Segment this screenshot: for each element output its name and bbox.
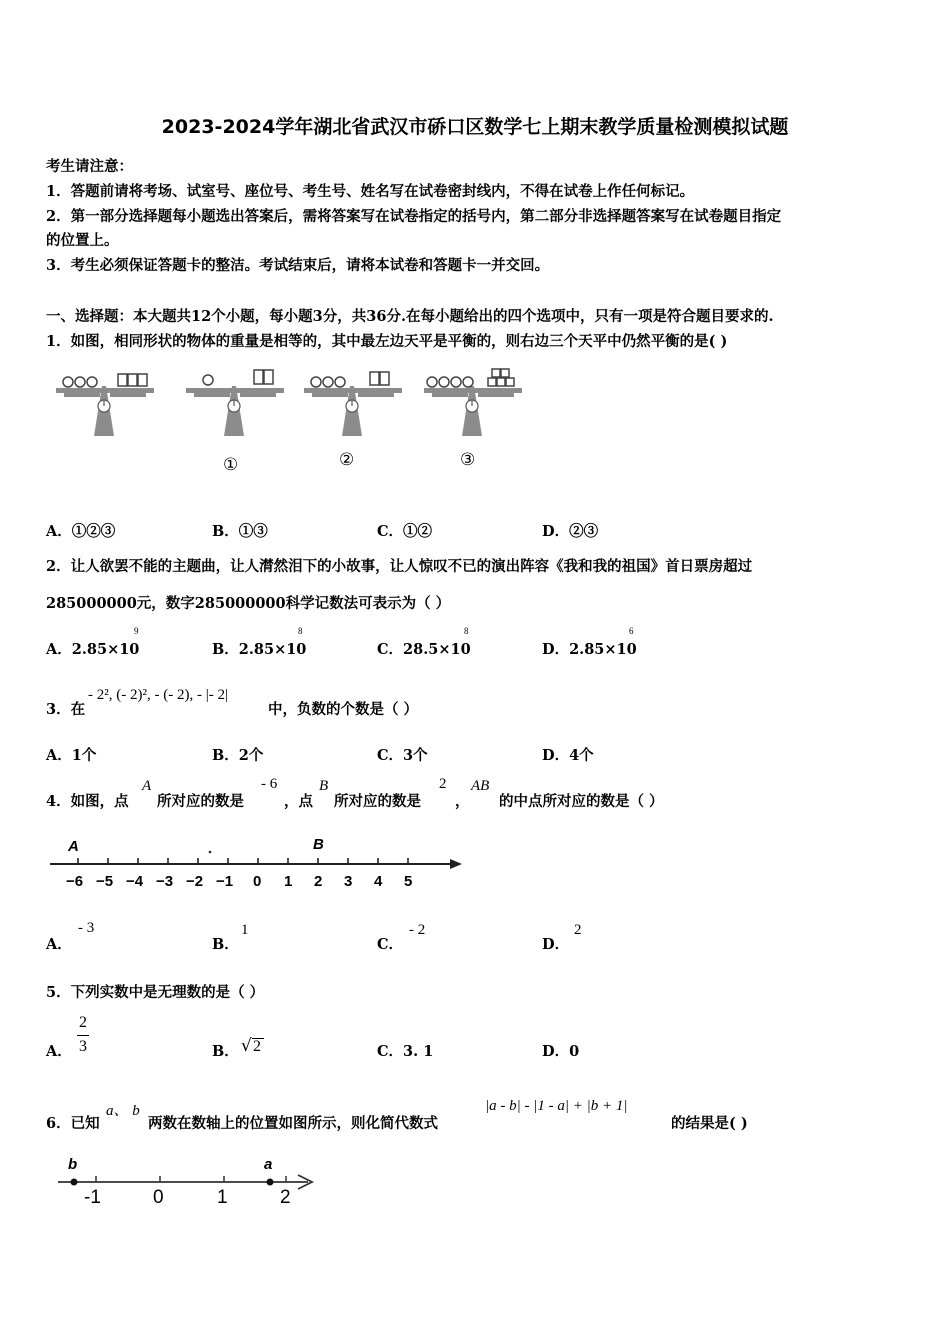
q4-option-d-value: 2 <box>574 922 582 938</box>
q2-option-a[interactable]: A．2.85×10 <box>46 641 140 658</box>
scale-label-1: ① <box>223 455 239 475</box>
balance-scale-3 <box>424 369 522 436</box>
q4-tick-1: 1 <box>284 873 293 890</box>
q3-option-c[interactable]: C．3个 <box>377 747 428 764</box>
q6-tick-2: 2 <box>280 1187 291 1208</box>
q4-option-a[interactable]: A． <box>46 936 72 953</box>
q1-option-d[interactable]: D．②③ <box>542 523 599 540</box>
notice-line-2b: 的位置上。 <box>46 232 119 249</box>
q1-stem: 1．如图，相同形状的物体的重量是相等的，其中最左边天平是平衡的，则右边三个天平中仍然平衡的是( ) <box>46 333 728 350</box>
q2-option-d-exponent: 6 <box>629 626 634 636</box>
balance-scale-left <box>56 374 154 436</box>
notice-heading: 考生请注意： <box>46 158 133 175</box>
q4-tick-5: 5 <box>404 873 413 890</box>
q6-tick-neg1: -1 <box>84 1187 101 1208</box>
q4-text-1: 4．如图，点 <box>46 793 129 810</box>
q4-point-a: A <box>142 778 152 794</box>
q4-option-c-value: - 2 <box>409 922 426 938</box>
q1-option-b[interactable]: B．①③ <box>212 523 268 540</box>
q1-option-c[interactable]: C．①② <box>377 523 433 540</box>
q4-text-6: 的中点所对应的数是（ ） <box>499 793 664 810</box>
q4-value-a: - 6 <box>261 776 278 792</box>
q2-option-d[interactable]: D．2.85×10 <box>542 641 637 658</box>
q4-option-b-value: 1 <box>241 922 249 938</box>
q4-option-d[interactable]: D． <box>542 936 570 953</box>
q6-text-3: 的结果是( ) <box>671 1115 748 1132</box>
q6-axis-label-a: a <box>264 1156 273 1173</box>
q4-tick-neg2: −2 <box>186 873 204 890</box>
q2-stem-b: 285000000元，数字285000000科学记数法可表示为（ ） <box>46 595 451 612</box>
q5-fraction-numerator: 2 <box>79 1014 87 1031</box>
balance-scale-1 <box>186 370 284 436</box>
q2-stem-a: 2．让人欲罢不能的主题曲，让人潸然泪下的小故事，让人惊叹不已的演出阵容《我和我的祖国》首日票房超过 <box>46 558 753 575</box>
q3-prefix: 3．在 <box>46 701 86 718</box>
q3-suffix: 中，负数的个数是（ ） <box>268 701 419 718</box>
q4-axis-label-b: B <box>313 836 324 853</box>
q6-tick-0: 0 <box>153 1187 164 1208</box>
q5-stem: 5．下列实数中是无理数的是（ ） <box>46 984 265 1001</box>
q4-tick-4: 4 <box>374 873 383 890</box>
q4-option-b[interactable]: B． <box>212 936 239 953</box>
q3-option-b[interactable]: B．2个 <box>212 747 264 764</box>
q4-tick-neg5: −5 <box>96 873 114 890</box>
q5-fraction-bar <box>77 1035 89 1036</box>
q4-tick-neg6: −6 <box>66 873 84 890</box>
q3-expression: - 2², (- 2)², - (- 2), - |- 2| <box>88 687 228 703</box>
scale-label-2: ② <box>339 450 355 470</box>
notice-line-2a: 2．第一部分选择题每小题选出答案后，需将答案写在试卷指定的括号内，第二部分非选择题答案写在试卷题目指定 <box>46 208 782 225</box>
q2-option-b[interactable]: B．2.85×10 <box>212 641 307 658</box>
q4-text-4: 所对应的数是 <box>334 793 421 810</box>
q4-tick-neg4: −4 <box>126 873 144 890</box>
q4-option-c[interactable]: C． <box>377 936 404 953</box>
q4-text-5: ， <box>455 793 470 810</box>
sqrt-icon: √ <box>241 1036 252 1056</box>
scale-label-3: ③ <box>460 450 476 470</box>
q3-option-d[interactable]: D．4个 <box>542 747 594 764</box>
q5-fraction-denominator: 3 <box>79 1038 87 1055</box>
q6-variables: a、 b <box>106 1103 140 1119</box>
q2-option-c[interactable]: C．28.5×10 <box>377 641 471 658</box>
q4-segment-ab: AB <box>471 778 490 794</box>
q2-option-c-exponent: 8 <box>464 626 469 636</box>
notice-line-1: 1．答题前请将考场、试室号、座位号、考生号、姓名写在试卷密封线内，不得在试卷上作任何标记。 <box>46 183 695 200</box>
q4-point-b: B <box>319 778 329 794</box>
q4-value-b: 2 <box>439 776 447 792</box>
q4-option-a-value: - 3 <box>78 920 95 936</box>
q4-number-line <box>50 851 462 869</box>
q4-tick-neg1: −1 <box>216 873 234 890</box>
q6-tick-1: 1 <box>217 1187 228 1208</box>
q1-option-a[interactable]: A．①②③ <box>46 523 116 540</box>
q5-sqrt-value: 2 <box>253 1038 261 1055</box>
q4-tick-0: 0 <box>253 873 262 890</box>
notice-line-3: 3．考生必须保证答题卡的整洁。考试结束后，请将本试卷和答题卡一并交回。 <box>46 257 550 274</box>
q4-axis-label-a: A <box>68 838 79 855</box>
section-heading: 一、选择题：本大题共12个小题，每小题3分，共36分.在每小题给出的四个选项中，只有一项是符合题目要求的. <box>46 308 774 325</box>
q4-tick-2: 2 <box>314 873 323 890</box>
q5-option-d[interactable]: D．0 <box>542 1043 580 1060</box>
q5-option-b[interactable]: B． <box>212 1043 239 1060</box>
q2-option-a-exponent: 9 <box>134 626 139 636</box>
q4-text-3: ，点 <box>284 793 313 810</box>
q4-tick-3: 3 <box>344 873 353 890</box>
q5-option-a[interactable]: A． <box>46 1043 72 1060</box>
balance-scale-2 <box>304 372 402 436</box>
q3-option-a[interactable]: A．1个 <box>46 747 97 764</box>
q2-option-b-exponent: 8 <box>298 626 303 636</box>
q6-axis-label-b: b <box>68 1156 78 1173</box>
q6-expression: |a - b| - |1 - a| + |b + 1| <box>485 1098 628 1114</box>
q6-text-1: 6．已知 <box>46 1115 100 1132</box>
page-title: 2023-2024学年湖北省武汉市硚口区数学七上期末教学质量检测模拟试题 <box>161 116 789 138</box>
q4-text-2: 所对应的数是 <box>157 793 244 810</box>
q6-text-2: 两数在数轴上的位置如图所示，则化简代数式 <box>148 1115 438 1132</box>
q5-option-c[interactable]: C．3. 1 <box>377 1043 434 1060</box>
q4-tick-neg3: −3 <box>156 873 174 890</box>
